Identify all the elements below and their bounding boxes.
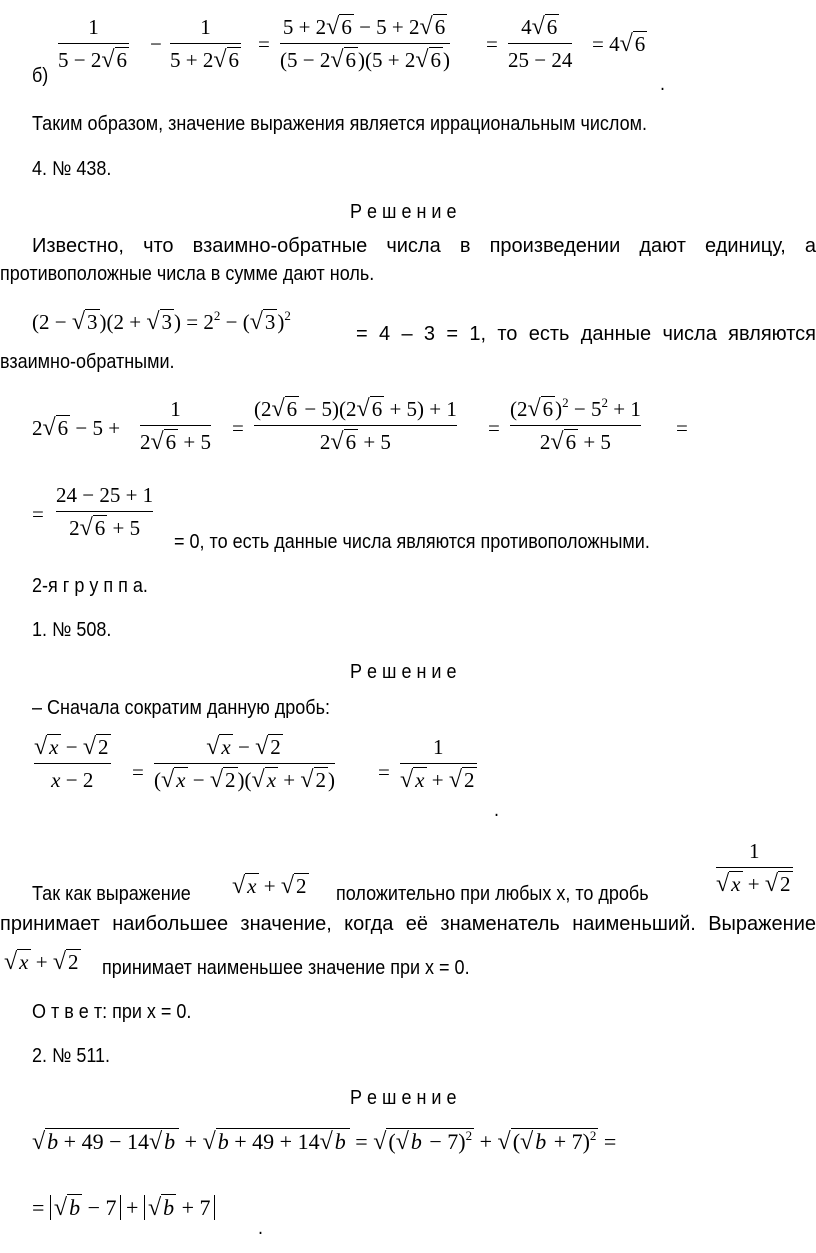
math-operator: =: [676, 416, 688, 440]
math-fraction: (2√6 − 5)(2√6 + 5) + 1 2√6 + 5: [254, 396, 457, 455]
math-expression: = 4√6: [592, 31, 646, 57]
task-number: 1. № 508.: [32, 619, 112, 641]
paragraph-text: Так как выражение: [32, 883, 191, 905]
math-fraction: 24 − 25 + 1 2√6 + 5: [56, 483, 154, 541]
paragraph-text: = 4 – 3 = 1, то есть данные числа являются: [356, 323, 816, 345]
paragraph-text: взаимно-обратными.: [0, 351, 175, 373]
math-operator: =: [132, 760, 144, 784]
section-heading: Р е ш е н и е: [350, 1087, 457, 1109]
math-operator: =: [486, 32, 498, 56]
paragraph-text: принимает наибольшее значение, когда её знаменатель наименьший. Выражение: [0, 913, 816, 935]
math-fraction: 5 + 2√6 − 5 + 2√6 (5 − 2√6)(5 + 2√6): [280, 14, 451, 73]
math-expression: √x + √2: [232, 873, 307, 899]
math-expression: √x + √2: [4, 949, 79, 975]
math-operator: =: [488, 416, 500, 440]
math-fraction: 1 √x + √2: [400, 735, 475, 793]
math-operator: −: [150, 32, 162, 56]
sentence-period: .: [258, 1217, 264, 1239]
math-fraction: 4√6 25 − 24: [508, 14, 573, 72]
paragraph-text: – Сначала сократим данную дробь:: [32, 697, 330, 719]
math-fraction: 1 2√6 + 5: [140, 397, 212, 455]
math-fraction: 1 5 − 2√6: [58, 15, 128, 73]
math-expression: $(2 - √3)(2 + √3) = 2^2 - (√3)^2$: [32, 308, 291, 335]
paragraph-text: Известно, что взаимно-обратные числа в произведении дают единицу, а: [32, 235, 816, 257]
answer-text: О т в е т: при x = 0.: [32, 1001, 192, 1023]
sentence-period: .: [660, 73, 666, 95]
math-expression: = √b − 7 + √b + 7: [32, 1196, 215, 1220]
math-fraction: 1 5 + 2√6: [170, 15, 240, 73]
math-expression: $√b + 49 - 14√b + √b + 49 + 14√b = √(√b - 7)^2 + √(√b + 7)^2$ =: [32, 1128, 617, 1155]
math-operator: =: [378, 760, 390, 784]
math-fraction: 1 √x + √2: [716, 839, 791, 897]
section-heading: Р е ш е н и е: [350, 201, 457, 223]
math-expression: 2√6 − 5 +: [32, 415, 121, 441]
math-operator: =: [232, 416, 244, 440]
math-operator: =: [32, 502, 44, 526]
task-number: 2. № 511.: [32, 1045, 111, 1067]
paragraph-text: положительно при любых x, то дробь: [336, 883, 649, 905]
paragraph-text: = 0, то есть данные числа являются противоположными.: [174, 531, 650, 553]
paragraph-text: Таким образом, значение выражения является иррациональным числом.: [32, 113, 648, 135]
item-label-b: б): [32, 65, 49, 87]
paragraph-text: принимает наименьшее значение при x = 0.: [102, 957, 470, 979]
sentence-period: .: [494, 799, 500, 821]
section-heading: Р е ш е н и е: [350, 661, 457, 683]
math-fraction: √x − √2 x − 2: [34, 734, 109, 792]
paragraph-text: противоположные числа в сумме дают ноль.: [0, 263, 375, 285]
task-number: 4. № 438.: [32, 158, 112, 180]
math-fraction: $(2√6)^2 - 5^2 + 1$ 2√6 + 5: [510, 395, 641, 455]
math-fraction: √x − √2 (√x − √2)(√x + √2): [154, 734, 336, 793]
math-operator: =: [258, 32, 270, 56]
group-heading: 2-я г р у п п а.: [32, 575, 148, 597]
